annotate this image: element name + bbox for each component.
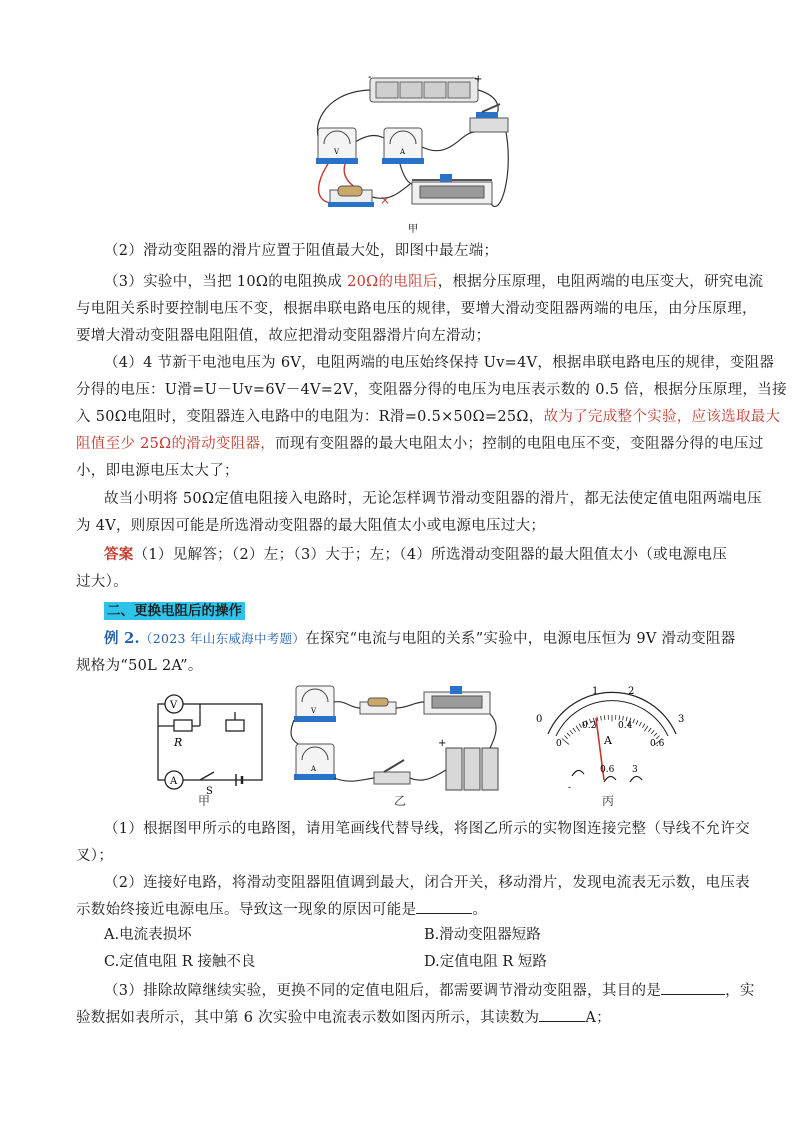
dial-outer-1: 1 [592,686,599,697]
example-text-1: 在探究“电流与电阻的关系”实验中，电源电压恒为 9V 滑动变阻器 [305,631,736,647]
example-line-2: 规格为“50L 2A”。 [76,658,203,674]
dial-inner-06: 0.6 [650,739,665,749]
para-2: （2）滑动变阻器的滑片应置于阻值最大处，即图中最左端； [104,243,499,259]
example-label: 例 2. [104,630,140,647]
section-title: 二、更换电阻后的操作 [104,602,245,620]
fig1-a-label: A [400,148,406,156]
q3-end-1: ，实 [725,983,755,999]
caption-bing: 丙 [602,794,615,808]
para-4-line-3b: 故为了完成整个实验，应该选取最大 [543,409,781,425]
para-3-line-1c: ，根据分压原理，电阻两端的电压变大，研究电流 [437,274,764,290]
para-3-line-3: 要增大滑动变阻器电阻阻值，故应把滑动变阻器滑片向左滑动； [76,328,491,344]
fig1-caption: 甲 [408,224,418,235]
dial-terminal-3: 3 [632,765,638,775]
para-4-line-4b: 而现有变阻器的最大电阻太小；控制的电阻电压不变，变阻器分得的电压过 [275,436,764,452]
dial-tick [644,726,648,731]
q3-purpose-blank[interactable] [661,980,725,995]
q3-line-1 [104,977,755,1005]
section-header [104,599,245,619]
dial-tick [651,730,654,734]
dial-inner-04: 0.4 [618,721,633,731]
para-4-line-4 [76,430,764,458]
q2-line-1: （2）连接好电路，将滑动变阻器阻值调到最大，闭合开关，移动滑片，发现电流表无示数，电压表 [104,875,750,891]
dial-tick [633,719,635,723]
example-line-1 [104,625,736,653]
q1-line-1: （1）根据图甲所示的电路图，请用笔画线代替导线，将图乙所示的实物图连接完整（导线不允许交 [104,821,750,837]
dial-tick [564,736,567,739]
dial-unit-label: A [604,734,612,747]
dial-outer-2: 2 [628,686,635,697]
dial-tick [642,724,644,728]
answer-line-1 [104,541,728,569]
para-3-line-1a: （3）实验中，当把 10Ω的电阻换成 [104,274,348,290]
circuit-photo-figure [300,72,520,242]
answer-text-1: （1）见解答；（2）左；（3）大于；左；（4）所选滑动变阻器的最大阻值太小（或电源电压 [133,547,728,563]
para-3-line-1 [104,268,764,296]
q2-line-2 [76,896,694,924]
dial-outer-3: 3 [678,714,685,725]
yi-v-label: V [311,707,317,715]
para-4-line-3a: 入 50Ω电阻时，变阻器连入电路中的电阻为：R滑=0.5×50Ω=25Ω， [76,409,544,425]
q3-line-2 [76,1004,694,1032]
dial-tick [636,720,638,724]
para-4-line-3 [76,403,781,431]
option-d[interactable]: D.定值电阻 R 短路 [424,954,547,970]
dial-tick [576,726,580,731]
para-3-line-1b: 20Ω的电阻后 [347,274,438,290]
yi-a-label: A [311,765,317,773]
para-3-line-2: 与电阻关系时要控制电压不变，根据串联电路电压的规律，要增大滑动变阻器两端的电压，由分压原理， [76,301,757,317]
q2-text: 示数始终接近电源电压。导致这一现象的原因可能是 [76,902,417,918]
fig1-minus: - [368,72,372,83]
para-5-line-2: 为 4V，则原因可能是所选滑动变阻器的最大阻值太小或电源电压过大； [76,518,546,534]
dial-terminal-06: 0.6 [600,765,615,775]
para-4-line-1: （4）4 节新干电池电压为 6V，电阻两端的电压始终保持 Uv=4V，根据串联电路电压的规律，变阻器 [104,355,775,371]
dial-tick [570,730,573,734]
q1-line-2: 叉）； [76,848,114,864]
jia-r-label: R [174,736,183,749]
dial-tick [604,715,605,720]
dial-inner-02: 0.2 [582,721,597,731]
dial-tick [654,733,657,736]
para-5-line-1: 故当小明将 50Ω定值电阻接入电路时，无论怎样调节滑动变阻器的滑片，都无法使定值电阻两端电压 [104,491,762,507]
option-b[interactable]: B.滑动变阻器短路 [424,927,541,943]
dial-tick [619,715,620,720]
fig1-cross: × [380,193,391,207]
dial-tick [601,716,602,721]
q3-text-1: （3）排除故障继续实验，更换不同的定值电阻后，都需要调节滑动变阻器，其目的是 [104,983,662,999]
fig1-v-label: V [334,148,340,156]
dial-tick [567,733,570,736]
q3-end-2: A； [585,1010,611,1026]
dial-tick [562,739,569,745]
dial-terminal-minus: - [568,783,572,793]
para-4-line-4a: 阻值至少 25Ω的滑动变阻器， [76,436,276,452]
para-4-line-5: 小，即电源电压太大了； [76,463,239,479]
dial-tick [648,728,651,732]
jia-v-label: V [170,700,178,711]
q2-end: 。 [472,902,488,918]
caption-jia: 甲 [198,794,211,808]
yi-plus-label: + [438,738,447,749]
dial-inner-0: 0 [556,739,562,749]
q3-reading-blank[interactable] [539,1007,585,1022]
q3-text-2: 验数据如表所示，其中第 6 次实验中电流表示数如图丙所示，其读数为 [76,1010,540,1026]
dial-tick [639,722,641,726]
circuit-photo-yi [290,680,500,800]
circuit-diagram-jia [150,690,270,800]
ammeter-dial-bing [532,684,692,794]
option-a[interactable]: A.电流表损坏 [104,927,192,943]
dial-outer-0: 0 [536,714,543,725]
fig1-plus: + [474,74,483,85]
example-source: （2023 年山东威海中考题） [139,631,306,646]
para-4-line-2: 分得的电压：U滑=U－Uv=6V－4V=2V，变阻器分得的电压为电压表示数的 0.5 倍，根据分压原理，当接 [76,382,787,398]
jia-a-label: A [170,776,178,787]
answer-label: 答案 [104,546,134,563]
q2-answer-blank[interactable] [416,899,472,914]
dial-tick [573,728,576,732]
caption-yi: 乙 [394,794,407,808]
option-c[interactable]: C.定值电阻 R 接触不良 [104,954,256,970]
answer-line-2: 过大）。 [76,574,128,590]
dial-tick [623,716,624,721]
jia-s-label: S [206,786,213,797]
